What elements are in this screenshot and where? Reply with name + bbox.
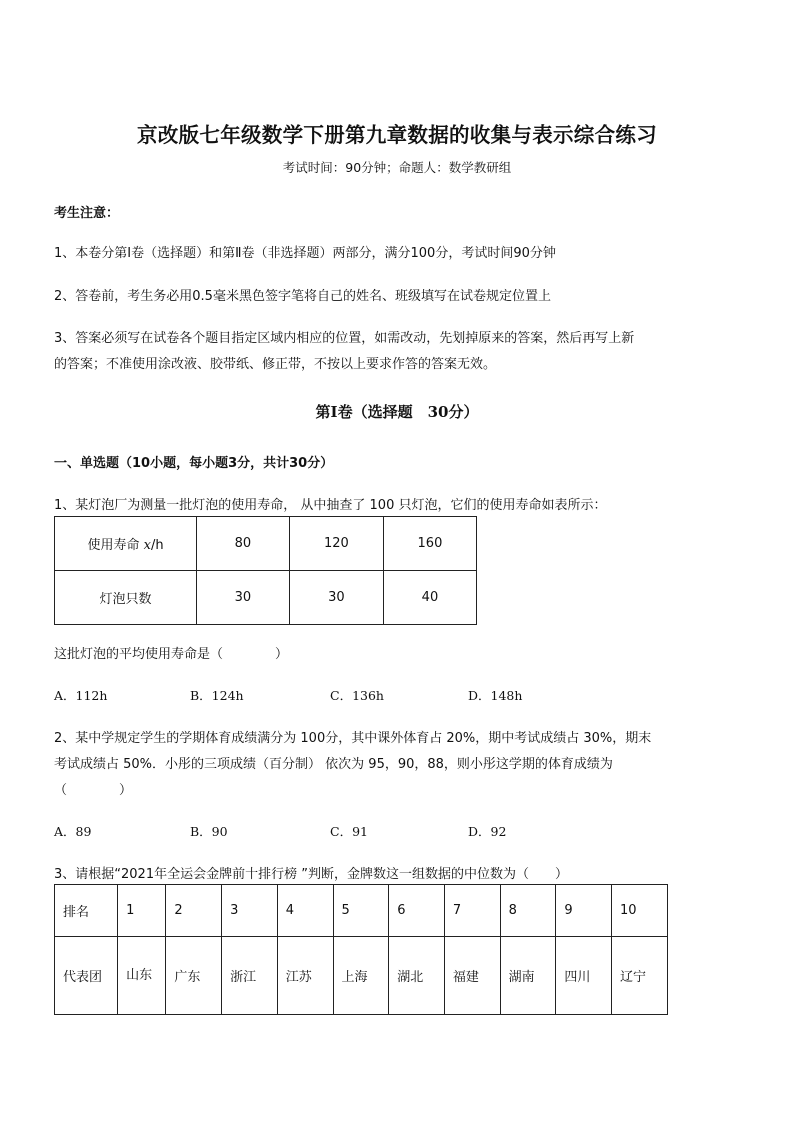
table-cell: 8 [500,885,556,937]
table-row [55,517,477,571]
q2-option-d[interactable]: D．92 [468,824,507,839]
table-cell: 5 [333,885,389,937]
table-cell: 广东 [166,937,222,1015]
table-cell: 2 [166,885,222,937]
table-header-cell: 排名 [55,885,118,937]
q2-line-2: 考试成绩占 50%．小彤的三项成绩（百分制） 依次为 95，90，88，则小彤这学期的体育成绩为 [54,757,613,772]
q2-option-b[interactable]: B．90 [190,824,228,839]
table-row [55,937,668,1015]
table-cell: 福建 [444,937,500,1015]
q1-table [54,516,477,625]
q1-option-c[interactable]: C．136h [330,688,384,703]
q1-option-b[interactable]: B．124h [190,688,244,703]
notice-heading: 考生注意： [54,206,120,221]
table-cell: 上海 [333,937,389,1015]
q1-option-a[interactable]: A．112h [54,688,108,703]
q2-line-1: 2、某中学规定学生的学期体育成绩满分为 100分，其中课外体育占 20%，期中考试成绩占 30%，期末 [54,731,652,746]
table-cell: 80 [197,517,290,571]
table-row [55,571,477,625]
part-heading: 一、单选题（10小题，每小题3分，共计30分） [54,456,334,471]
table-cell: 9 [556,885,612,937]
q1-stem: 1、某灯泡厂为测量一批灯泡的使用寿命， 从中抽查了 100 只灯泡，它们的使用寿命如表所示： [54,498,607,513]
table-row [55,885,668,937]
q2-line-3: （ ） [54,783,133,798]
q3-stem: 3、请根据“2021年全运会金牌前十排行榜 ”判断，金牌数这一组数据的中位数为（ ） [54,867,568,882]
q3-table [54,884,668,1015]
table-cell: 120 [289,517,383,571]
notice-item-1: 1、本卷分第Ⅰ卷（选择题）和第Ⅱ卷（非选择题）两部分，满分100分，考试时间90分钟 [54,246,556,261]
table-cell: 山东 [118,937,166,1015]
table-cell: 3 [222,885,278,937]
table-cell: 6 [389,885,445,937]
table-cell: 10 [612,885,668,937]
notice-item-2: 2、答卷前，考生务必用0.5毫米黑色签字笔将自己的姓名、班级填写在试卷规定位置上 [54,289,551,304]
table-cell: 湖南 [500,937,556,1015]
table-cell: 4 [277,885,333,937]
table-cell: 30 [197,571,290,625]
table-cell: 浙江 [222,937,278,1015]
table-cell: 江苏 [277,937,333,1015]
table-cell: 辽宁 [612,937,668,1015]
table-cell: 30 [289,571,383,625]
table-header-cell: 使用寿命 x/h [55,517,197,571]
page-title: 京改版七年级数学下册第九章数据的收集与表示综合练习 [137,123,657,147]
table-cell: 7 [444,885,500,937]
table-cell: 160 [383,517,476,571]
table-header-cell: 代表团 [55,937,118,1015]
table-cell: 四川 [556,937,612,1015]
table-cell: 1 [118,885,166,937]
notice-item-3: 3、答案必须写在试卷各个题目指定区域内相应的位置，如需改动，先划掉原来的答案，然后再写上新 [54,331,635,346]
table-cell: 40 [383,571,476,625]
table-cell: 湖北 [389,937,445,1015]
table-header-cell: 灯泡只数 [55,571,197,625]
exam-info: 考试时间：90分钟；命题人：数学教研组 [282,160,512,175]
notice-item-3-cont: 的答案；不准使用涂改液、胶带纸、修正带，不按以上要求作答的答案无效。 [54,357,497,372]
q2-option-c[interactable]: C．91 [330,824,368,839]
q2-option-a[interactable]: A．89 [54,824,92,839]
q1-question: 这批灯泡的平均使用寿命是（ ） [54,647,289,662]
q1-option-d[interactable]: D．148h [468,688,523,703]
section-title: 第Ⅰ卷（选择题 30分） [315,403,479,421]
